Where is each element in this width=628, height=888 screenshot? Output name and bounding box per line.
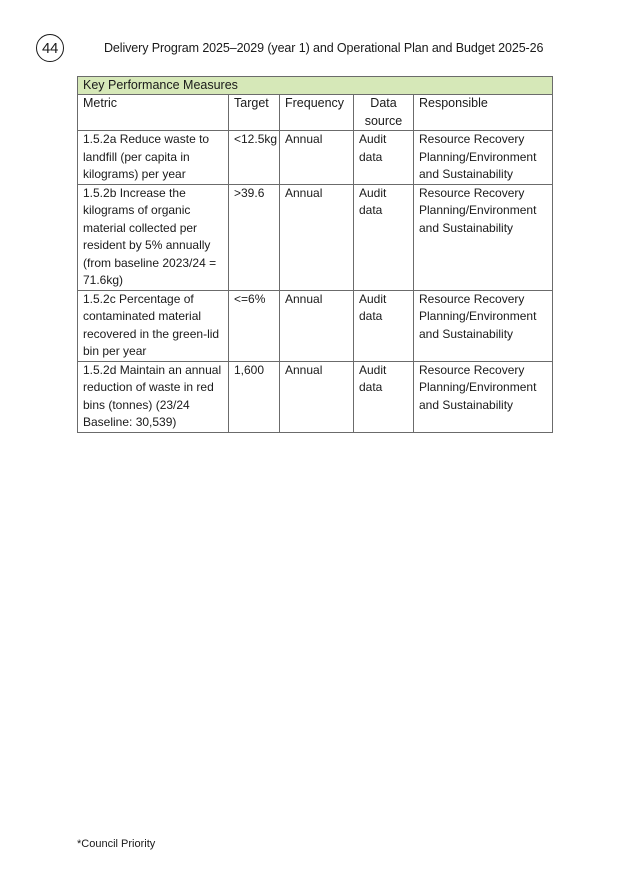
frequency-cell: Annual xyxy=(280,361,354,432)
data-source-cell: Audit data xyxy=(354,184,414,290)
column-header-responsible: Responsible xyxy=(414,95,553,131)
key-performance-measures-table xyxy=(77,76,553,433)
responsible-cell: Resource Recovery Planning/Environment and Sustainability xyxy=(414,131,553,185)
frequency-cell: Annual xyxy=(280,131,354,185)
table-section-band xyxy=(78,77,553,95)
table-section-title: Key Performance Measures xyxy=(78,77,553,95)
target-cell: >39.6 xyxy=(229,184,280,290)
page-number: 44 xyxy=(36,34,64,62)
metric-cell: 1.5.2a Reduce waste to landfill (per capita in kilograms) per year xyxy=(78,131,229,185)
footnote: *Council Priority xyxy=(77,838,156,850)
metric-cell: 1.5.2c Percentage of contaminated material recovered in the green-lid bin per year xyxy=(78,290,229,361)
table-row xyxy=(78,361,553,432)
column-header-target: Target xyxy=(229,95,280,131)
metric-cell: 1.5.2b Increase the kilograms of organic material collected per resident by 5% annually (from baseline 2023/24 = 71.6kg) xyxy=(78,184,229,290)
target-cell: <=6% xyxy=(229,290,280,361)
column-header-frequency: Frequency xyxy=(280,95,354,131)
frequency-cell: Annual xyxy=(280,184,354,290)
target-cell: 1,600 xyxy=(229,361,280,432)
frequency-cell: Annual xyxy=(280,290,354,361)
column-header-metric: Metric xyxy=(78,95,229,131)
table-header-row xyxy=(78,95,553,131)
table-row xyxy=(78,184,553,290)
column-header-data-source: Data source xyxy=(354,95,414,131)
responsible-cell: Resource Recovery Planning/Environment and Sustainability xyxy=(414,361,553,432)
table-row xyxy=(78,131,553,185)
responsible-cell: Resource Recovery Planning/Environment and Sustainability xyxy=(414,290,553,361)
data-source-cell: Audit data xyxy=(354,290,414,361)
responsible-cell: Resource Recovery Planning/Environment and Sustainability xyxy=(414,184,553,290)
data-source-cell: Audit data xyxy=(354,131,414,185)
metric-cell: 1.5.2d Maintain an annual reduction of waste in red bins (tonnes) (23/24 Baseline: 30,539) xyxy=(78,361,229,432)
data-source-cell: Audit data xyxy=(354,361,414,432)
page-header-title: Delivery Program 2025–2029 (year 1) and Operational Plan and Budget 2025-26 xyxy=(104,41,544,55)
table-row xyxy=(78,290,553,361)
target-cell: <12.5kg xyxy=(229,131,280,185)
